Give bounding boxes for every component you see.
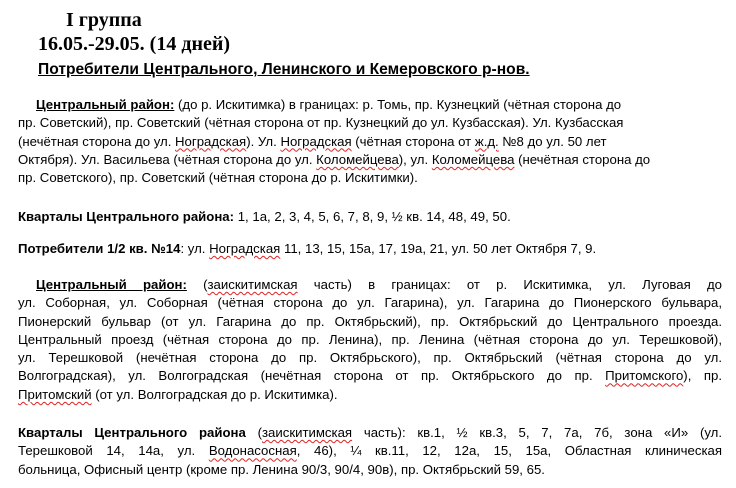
paragraph-central-district	[18, 96, 722, 187]
text-line: Центральный проезд (чётная сторона до пр. Ленина), пр. Ленина (чётная сторона до ул. Терешковой),	[18, 331, 722, 347]
text-line: Терешковой 14, 14а, ул. Водонасосная, 46), ¼ кв.11, 12, 12а, 15, 15а, Областная клиническая	[18, 443, 722, 459]
consumers-title: Потребители Центрального, Ленинского и Кемеровского р-нов.	[38, 61, 530, 78]
text-line: Притомский (от ул. Волгоградская до р. Искитимка).	[18, 386, 338, 402]
text-line: пр. Советский), пр. Советский (чётная сторона от пр. Кузнецкий до ул. Кузбасская). Ул. Кузбасская	[18, 115, 624, 131]
group-heading: I группа	[66, 9, 142, 31]
text-line: пр. Советского), пр. Советский (чётная сторона до р. Искитимки).	[18, 170, 418, 186]
text-line: Центральный район: (заискитимская часть) в границах: от р. Искитимка, ул. Луговая до	[36, 277, 722, 292]
text-line: Октября). Ул. Васильева (чётная сторона до ул. Коломейцева), ул. Коломейцева (нечётная сторона до	[18, 151, 651, 167]
paragraph-half-quarter-14: Потребители 1/2 кв. №14: ул. Ноградская 11, 13, 15, 15а, 17, 19а, 21, ул. 50 лет Октября 7, 9.	[18, 241, 597, 256]
paragraph-central-zaiskitim	[18, 276, 722, 404]
text: (до р. Искитимка) в границах: р. Томь, пр. Кузнецкий (чётная сторона до	[174, 97, 622, 112]
text-line: ул. Терешковой (нечётная сторона до пр. Октябрьского), пр. Октябрьский (чётная сторона до ул.	[18, 350, 722, 366]
district-label: Центральный район:	[36, 277, 187, 292]
date-range-heading: 16.05.-29.05. (14 дней)	[38, 33, 231, 55]
text: 1, 1а, 2, 3, 4, 5, 6, 7, 8, 9, ½ кв. 14, 48, 49, 50.	[234, 209, 511, 224]
text-line: (нечётная сторона до ул. Ноградская). Ул. Ноградская (чётная сторона от ж.д. №8 до ул. 50 лет	[18, 133, 607, 149]
text-line: Кварталы Центрального района (заискитимская часть): кв.1, ½ кв.3, 5, 7, 7а, 7б, зона «И» (ул.	[18, 425, 722, 440]
quarters-label: Кварталы Центрального района:	[18, 209, 235, 224]
district-label: Центральный район:	[36, 97, 175, 112]
text-line: Пионерский бульвар (от ул. Гагарина до пр. Октябрьский), пр. Октябрьский до Центрального проезда.	[18, 313, 722, 329]
paragraph-quarters-zaiskitim	[18, 424, 722, 479]
text-line: больница, Офисный центр (кроме пр. Ленина 90/3, 90/4, 90в), пр. Октябрьский 59, 65.	[18, 461, 545, 477]
paragraph-central-quarters	[18, 208, 722, 226]
text-line: ул. Соборная, ул. Соборная (чётная сторона до ул. Гагарина), ул. Гагарина до Пионерского бульвара,	[18, 295, 722, 311]
consumers-label: Потребители 1/2 кв. №14	[18, 241, 181, 256]
quarters-label: Кварталы Центрального района	[18, 425, 246, 440]
text-line: Волгоградская), ул. Волгоградская (нечётная сторона от пр. Октябрьского до пр. Притомского), пр.	[18, 368, 723, 384]
